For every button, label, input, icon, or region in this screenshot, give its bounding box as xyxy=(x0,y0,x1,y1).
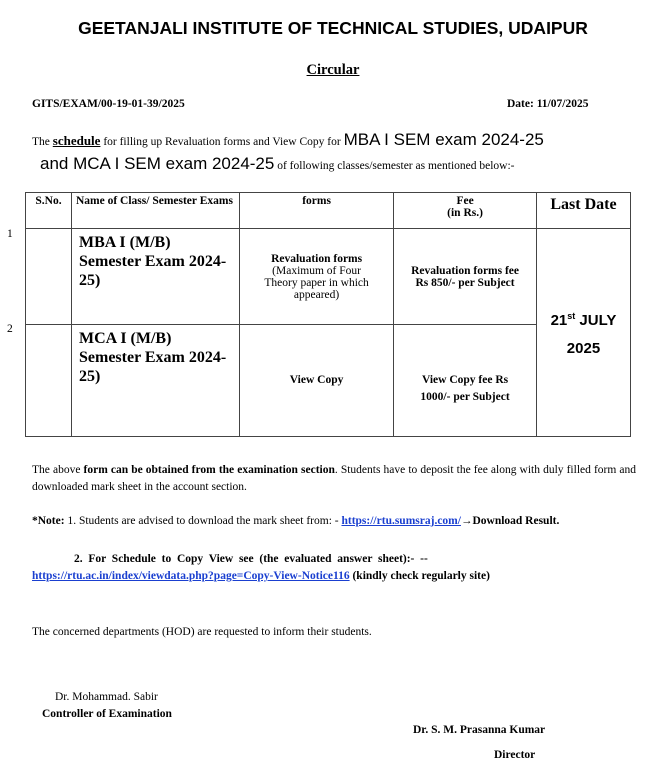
row-1-forms xyxy=(240,229,394,325)
reval-forms-title: Revaluation forms xyxy=(271,252,363,265)
table-header-row xyxy=(26,193,631,229)
header-forms: forms xyxy=(240,193,394,229)
note-2-text: 2. For Schedule to Copy View see (the evaluated answer sheet):- -- xyxy=(74,553,428,565)
reval-fee-title: Revaluation forms fee xyxy=(411,264,520,277)
note-1-after: →Download Result. xyxy=(460,515,560,527)
row-2-class: MCA I (M/B) Semester Exam 2024-25) xyxy=(71,325,239,437)
intro-line-2 xyxy=(40,154,515,174)
circular-heading: Circular xyxy=(306,62,360,78)
copy-view-notice-link[interactable]: https://rtu.ac.in/index/viewdata.php?page=Copy-View-Notice116 xyxy=(32,570,350,582)
note-2-after: (kindly check regularly site) xyxy=(349,570,490,582)
intro-schedule-word: schedule xyxy=(52,133,101,148)
reval-forms-note: (Maximum of Four Theory paper in which appeared) xyxy=(264,264,369,301)
institute-title: GEETANJALI INSTITUTE OF TECHNICAL STUDIES, UDAIPUR xyxy=(78,18,588,38)
form-info-paragraph xyxy=(32,462,636,496)
row-1-sno-cell xyxy=(26,229,72,325)
header-last-date: Last Date xyxy=(536,193,630,229)
last-date-cell xyxy=(536,229,630,437)
note-label: *Note: xyxy=(32,515,65,527)
intro-exam-mba: MBA I SEM exam 2024-25 xyxy=(343,130,544,149)
view-copy-fee: View Copy fee Rs 1000/- per Subject xyxy=(420,374,510,403)
reference-number: GITS/EXAM/00-19-01-39/2025 xyxy=(32,98,185,110)
row-2-forms xyxy=(240,325,394,437)
director-title: Director xyxy=(494,749,536,761)
intro-exam-mca: and MCA I SEM exam 2024-25 xyxy=(40,154,275,173)
note-2-link-line xyxy=(32,568,490,585)
row-1-fee xyxy=(394,229,537,325)
table-row xyxy=(26,229,631,325)
form-info-start: The above xyxy=(32,464,84,476)
note-1 xyxy=(32,513,636,530)
intro-text-end: of following classes/semester as mentioned below:- xyxy=(274,160,515,172)
rtu-sumsraj-link[interactable]: https://rtu.sumsraj.com/ xyxy=(341,515,461,527)
last-date-month: JULY xyxy=(575,312,617,329)
form-info-end: . Students have to deposit the fee along with duly filled form and downloaded mark sheet in the account section. xyxy=(32,464,637,493)
view-copy-label: View Copy xyxy=(289,374,344,386)
intro-line-1 xyxy=(32,130,544,150)
circular-date: Date: 11/07/2025 xyxy=(507,98,589,110)
row-2-sno-cell xyxy=(26,325,72,437)
form-info-bold: form can be obtained from the examination section xyxy=(83,464,335,476)
header-fee xyxy=(394,193,537,229)
last-date-year: 2025 xyxy=(566,340,601,357)
intro-text-start: The xyxy=(32,136,53,148)
last-date-suffix: st xyxy=(567,311,576,321)
director-name: Dr. S. M. Prasanna Kumar xyxy=(413,724,546,736)
row-1-class: MBA I (M/B) Semester Exam 2024-25) xyxy=(71,229,239,325)
header-class: Name of Class/ Semester Exams xyxy=(71,193,239,229)
row-2-fee xyxy=(394,325,537,437)
controller-title: Controller of Examination xyxy=(42,708,172,720)
intro-text-mid: for filling up Revaluation forms and View Copy for xyxy=(100,136,344,148)
row-number-2: 2 xyxy=(7,323,13,335)
header-sno: S.No. xyxy=(26,193,72,229)
reval-fee-amount: Rs 850/- per Subject xyxy=(415,276,515,289)
last-date-day: 21 xyxy=(550,312,568,329)
controller-name: Dr. Mohammad. Sabir xyxy=(55,691,158,703)
row-number-1: 1 xyxy=(7,228,13,240)
header-fee-unit: (in Rs.) xyxy=(447,207,483,219)
schedule-table xyxy=(25,192,631,437)
note-1-text: 1. Students are advised to download the mark sheet from: - xyxy=(64,515,342,527)
hod-paragraph: The concerned departments (HOD) are requested to inform their students. xyxy=(32,626,372,638)
header-fee-label: Fee xyxy=(456,195,474,207)
